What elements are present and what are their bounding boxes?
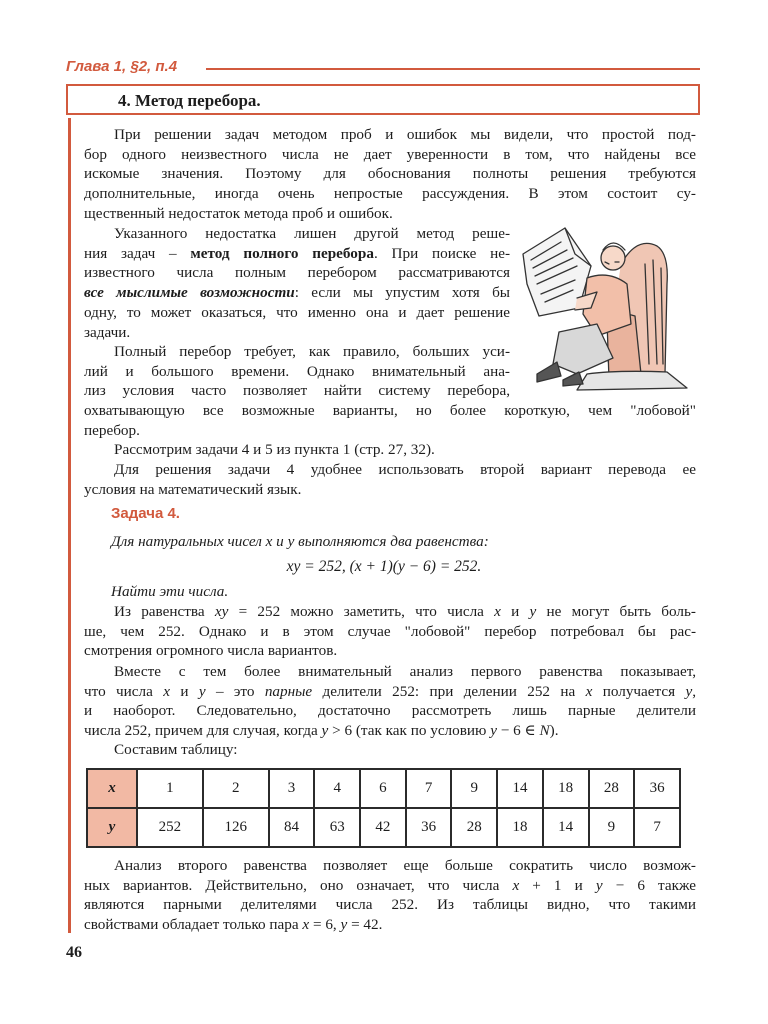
- text-line: щественный недостаток метода проб и ошибок.: [84, 204, 393, 222]
- text-line: ных вариантов. Действительно, оно означает, что числа x + 1 и y − 6 также: [84, 876, 697, 894]
- text-line: Из равенства xy = 252 можно заметить, что числа x и y не могут быть боль-: [114, 603, 696, 620]
- text-line: ше, чем 252. Однако и в этом случае "лобовой" перебор потребовал бы рас-: [84, 622, 696, 640]
- text-line: числа 252, причем для случая, когда y > 6 (так как по условию y − 6 ∈ N).: [84, 722, 559, 740]
- text-line: свойствами обладает только пара x = 6, y = 42.: [84, 916, 383, 934]
- paragraph-5: [84, 460, 696, 499]
- table-cell: 252: [137, 808, 203, 847]
- table-cell: 18: [543, 769, 589, 808]
- text-line: известного числа полным перебором рассматриваются: [84, 264, 510, 282]
- table-cell: 84: [269, 808, 315, 847]
- table-cell: 36: [634, 769, 680, 808]
- table-row-y: [87, 808, 680, 847]
- text-line: Для натуральных чисел x и y выполняются два равенства:: [111, 533, 489, 550]
- text-line: что числа x и y – это парные делители 252: при делении 252 на x получается y,: [84, 682, 696, 700]
- text-line: Составим таблицу:: [114, 741, 238, 758]
- equation-text: xy = 252, (x + 1)(y − 6) = 252.: [286, 558, 482, 575]
- text-line: Вместе с тем более внимательный анализ первого равенства показывает,: [114, 663, 696, 680]
- table-cell: 3: [269, 769, 315, 808]
- table-cell: 9: [589, 808, 635, 847]
- task-equation: [0, 558, 768, 576]
- text-line: перебор.: [84, 421, 140, 439]
- table-cell: 14: [497, 769, 543, 808]
- text-line: лиз условия часто позволяет найти систему перебора,: [84, 382, 510, 400]
- header-rule: [206, 68, 700, 70]
- running-header: [66, 58, 700, 78]
- text-line: и наоборот. Следовательно, достаточно рассмотреть лишь парные делители: [84, 702, 696, 720]
- section-title: 4. Метод перебора.: [118, 91, 261, 110]
- table-header-y: y: [87, 808, 137, 847]
- table-cell: 63: [314, 808, 360, 847]
- text-line: Для решения задачи 4 удобнее использовать второй вариант перевода ее: [114, 461, 696, 478]
- table-cell: 7: [634, 808, 680, 847]
- table-cell: 4: [314, 769, 360, 808]
- task-condition: [111, 532, 701, 552]
- term-bold-italic: все мыслимые возможности: [84, 284, 295, 302]
- side-rule: [68, 118, 71, 933]
- text-line: Полный перебор требует, как правило, больших уси-: [114, 343, 510, 360]
- table-row-x: [87, 769, 680, 808]
- divisors-table: [86, 768, 681, 848]
- text-line: смотрения огромного числа вариантов.: [84, 642, 338, 660]
- paragraph-1: [84, 125, 696, 224]
- text-line: искомые значения. Поэтому для обоснования полноты решения требуются: [84, 165, 696, 183]
- table-header-x: x: [87, 769, 137, 808]
- table-cell: 2: [203, 769, 269, 808]
- text-line: бор одного неизвестного числа не дает уверенности в том, что найдены все: [84, 145, 696, 163]
- page-number: 46: [66, 944, 82, 961]
- task-heading: Задача 4.: [111, 505, 180, 522]
- table-cell: 126: [203, 808, 269, 847]
- task-find: [111, 582, 701, 602]
- paragraph-8: [114, 740, 694, 760]
- text-line: охватывающую все возможные варианты, но более короткую, чем "лобовой": [84, 402, 696, 419]
- table-cell: 7: [406, 769, 452, 808]
- table-cell: 28: [451, 808, 497, 847]
- term-bold: метод полного перебора: [190, 244, 374, 262]
- table-cell: 6: [360, 769, 406, 808]
- text-line: Рассмотрим задачи 4 и 5 из пункта 1 (стр. 27, 32).: [114, 441, 435, 458]
- chapter-label: Глава 1, §2, п.4: [66, 58, 178, 75]
- table-cell: 36: [406, 808, 452, 847]
- paragraph-3: [84, 342, 510, 401]
- table-cell: 9: [451, 769, 497, 808]
- text-line: дополнительные, иногда очень непростые рассуждения. В этом состоит су-: [84, 185, 696, 203]
- section-title-box: [66, 84, 700, 115]
- text-line: задачи.: [84, 323, 131, 341]
- table-cell: 42: [360, 808, 406, 847]
- text-line: все мыслимые возможности: если мы упустим хотя бы: [84, 284, 510, 302]
- paragraph-7: [84, 662, 696, 741]
- paragraph-9: [84, 856, 696, 935]
- paragraph-4: [114, 440, 694, 460]
- text-line: Анализ второго равенства позволяет еще больше сократить число возмож-: [114, 857, 696, 874]
- paragraph-2: [84, 224, 510, 342]
- paragraph-6: [84, 602, 696, 661]
- table-cell: 18: [497, 808, 543, 847]
- table-cell: 14: [543, 808, 589, 847]
- text-line: одну, то может оказаться, что именно она и дает решение: [84, 303, 510, 321]
- text-line: Найти эти числа.: [111, 583, 229, 600]
- text-line: условия на математический язык.: [84, 480, 302, 498]
- text-line: лий и большого времени. Однако внимательный ана-: [84, 362, 510, 380]
- text-line: ния задач – метод полного перебора. При поиске не-: [84, 244, 511, 262]
- reading-man-illustration: [517, 224, 697, 392]
- table-cell: 28: [589, 769, 635, 808]
- table-cell: 1: [137, 769, 203, 808]
- text-line: Указанного недостатка лишен другой метод реше-: [114, 225, 510, 242]
- paragraph-3-cont: [84, 401, 696, 440]
- text-line: являются парными делителями числа 252. Из таблицы видно, что такими: [84, 896, 696, 914]
- text-line: При решении задач методом проб и ошибок мы видели, что простой под-: [114, 126, 696, 143]
